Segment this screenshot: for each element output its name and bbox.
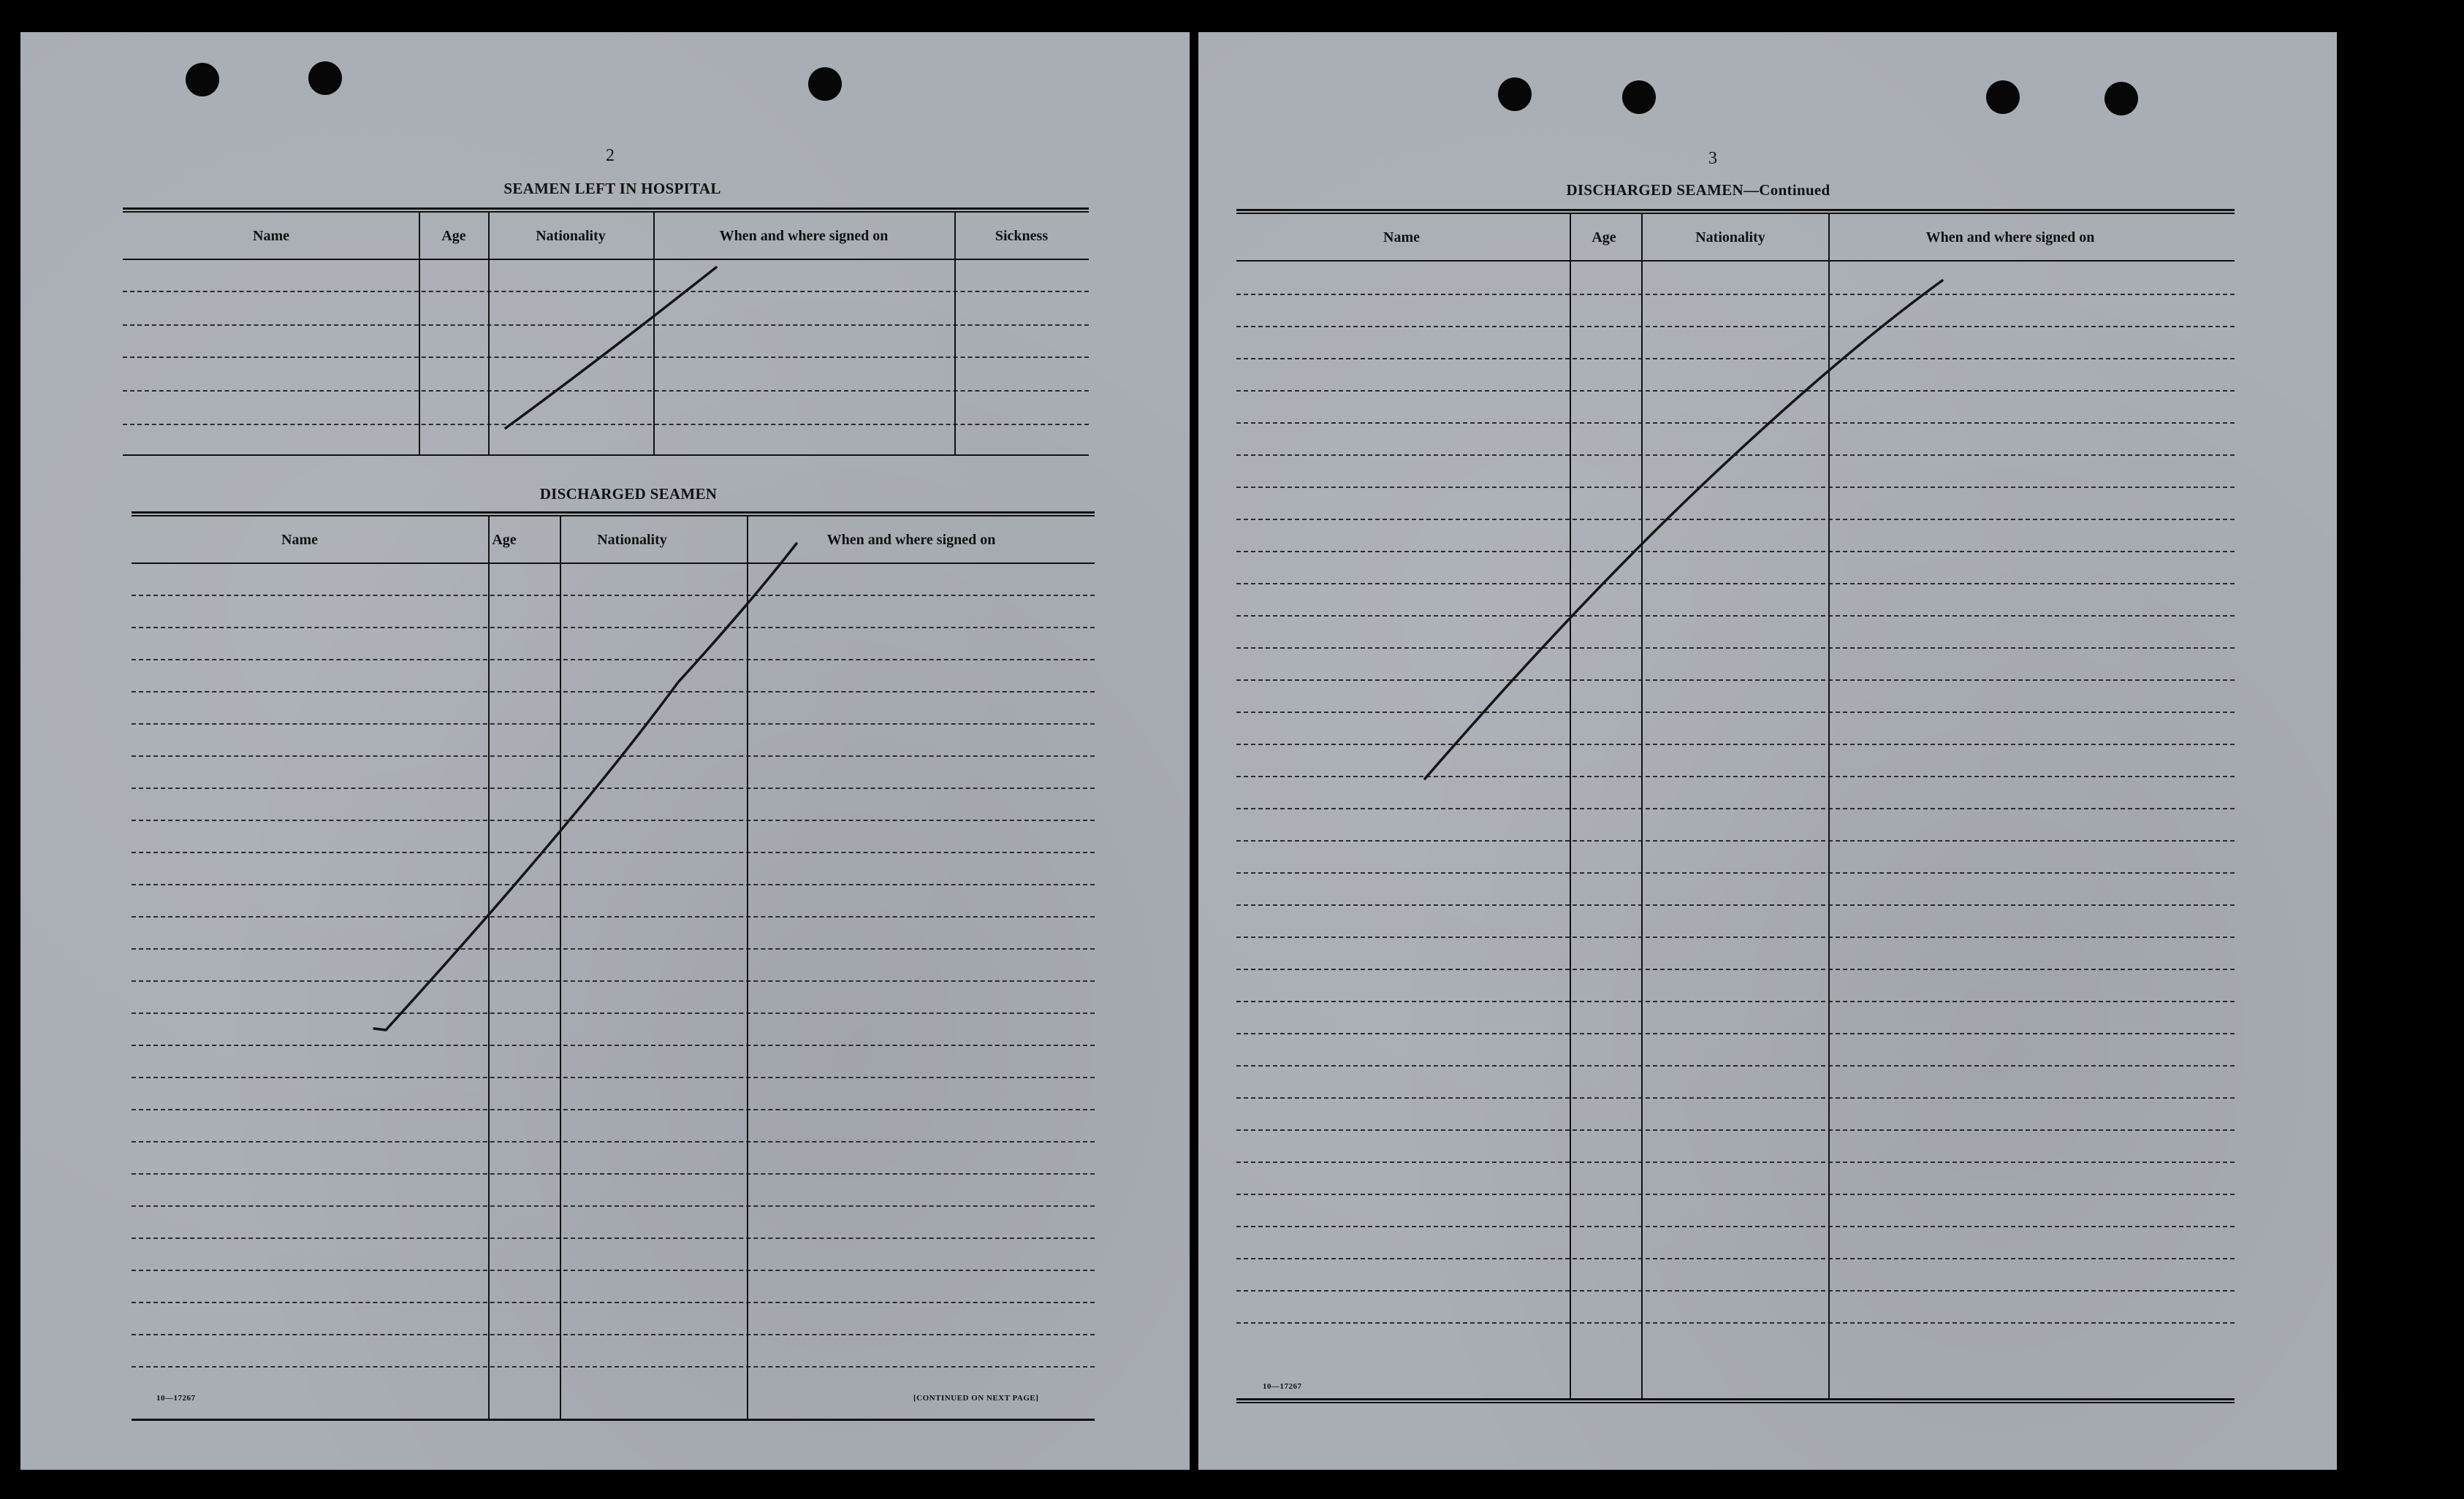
strike-through-line (1198, 32, 2337, 1470)
col-header-sickness: Sickness (995, 228, 1049, 244)
col-header-nationality: Nationality (597, 532, 667, 548)
form-number: 10—17267 (156, 1394, 196, 1403)
continued-note: [CONTINUED ON NEXT PAGE] (913, 1394, 1039, 1403)
col-header-signed-on: When and where signed on (1925, 229, 2095, 245)
col-header-name: Name (1383, 229, 1420, 245)
left-page (20, 32, 1190, 1470)
right-page (1198, 32, 2337, 1470)
form-number: 10—17267 (1263, 1382, 1302, 1391)
col-header-age: Age (1592, 229, 1616, 245)
col-header-name: Name (253, 228, 289, 244)
col-header-age: Age (441, 228, 466, 244)
col-header-age: Age (492, 532, 517, 548)
section-title-discharged: DISCHARGED SEAMEN (539, 485, 718, 503)
col-header-name: Name (281, 532, 318, 548)
strike-through-lines (20, 32, 1190, 1470)
col-header-nationality: Nationality (1695, 229, 1765, 245)
col-header-signed-on: When and where signed on (826, 532, 996, 548)
page-number: 3 (1708, 149, 1717, 168)
section-title-hospital: SEAMEN LEFT IN HOSPITAL (503, 180, 721, 197)
section-title-discharged-continued: DISCHARGED SEAMEN—Continued (1566, 181, 1830, 199)
page-number: 2 (606, 146, 615, 165)
col-header-nationality: Nationality (536, 228, 606, 244)
col-header-signed-on: When and where signed on (719, 228, 889, 244)
